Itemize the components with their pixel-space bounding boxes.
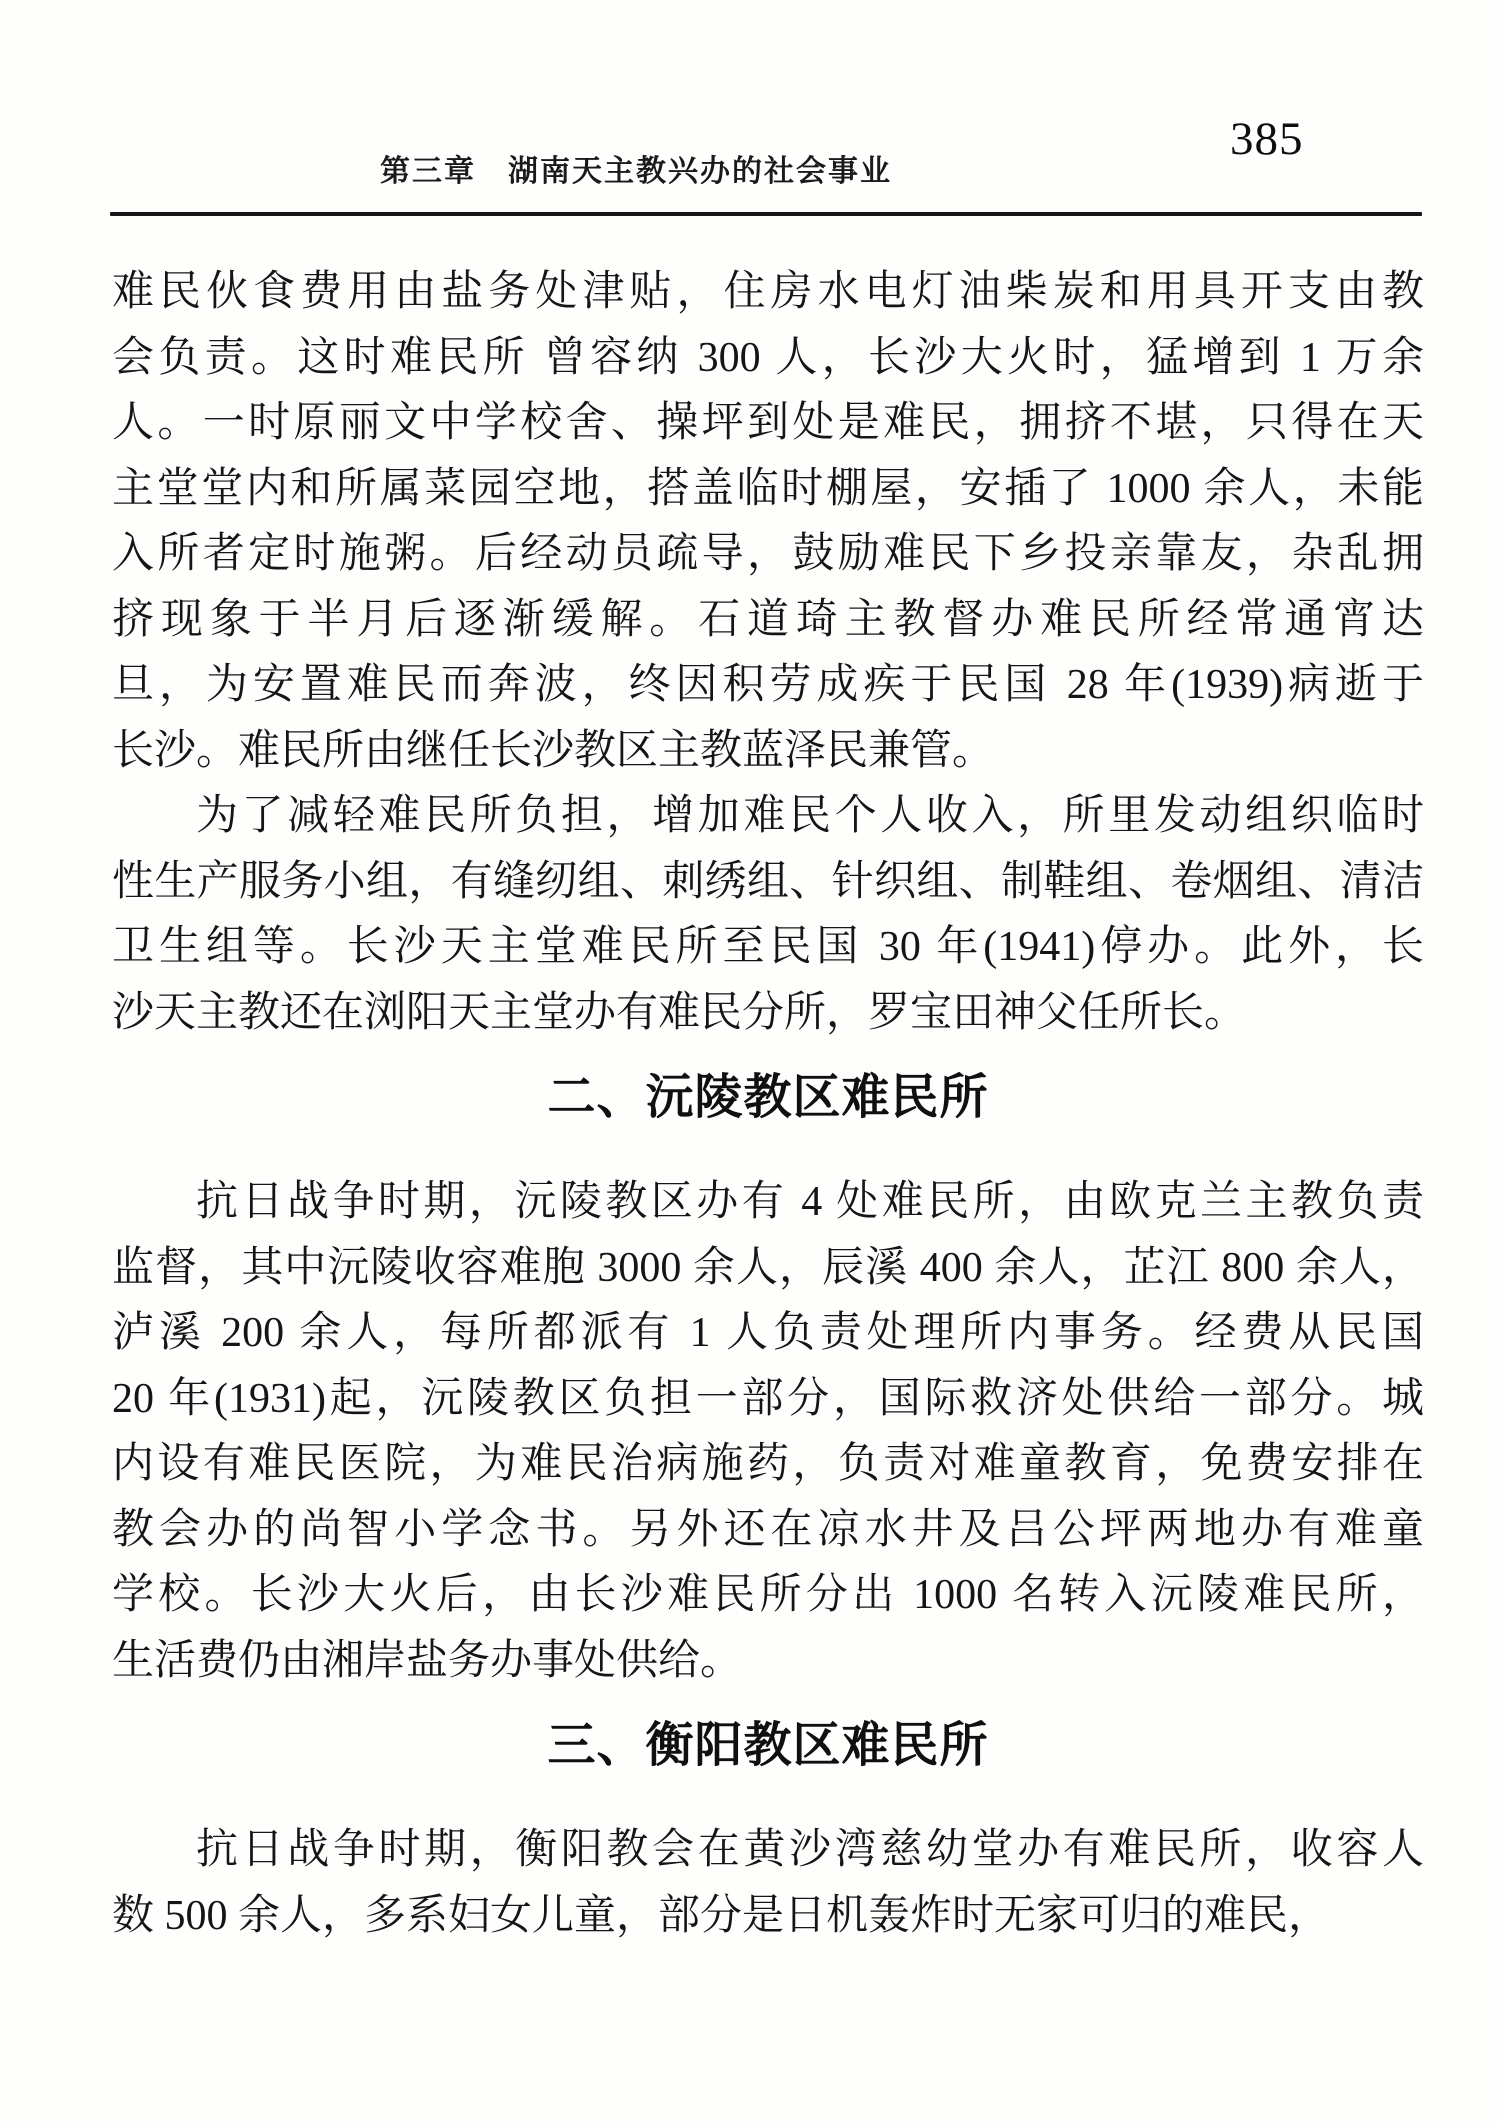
paragraph: [112, 1170, 1424, 1694]
text-line: 生活费仍由湘岸盐务办事处供给。: [112, 1637, 743, 1684]
text-line: 人。一时原丽文中学校舍、操坪到处是难民，拥挤不堪，只得在天: [112, 400, 1424, 446]
text-line: 20 年(1931)起，沅陵教区负担一部分，国际救济处供给一部分。城: [112, 1375, 1424, 1422]
text-line: 长沙。难民所由继任长沙教区主教蓝泽民兼管。: [112, 727, 995, 774]
text-line: 卫生组等。长沙天主堂难民所至民国 30 年(1941)停办。此外，长: [112, 924, 1424, 970]
section-heading: 三、衡阳教区难民所: [547, 1719, 989, 1772]
text-line: 内设有难民医院，为难民治病施药，负责对难童教育，免费安排在: [112, 1441, 1424, 1487]
paragraph: [112, 1818, 1424, 1949]
section-heading: 二、沅陵教区难民所: [547, 1071, 989, 1124]
page-body: [112, 260, 1424, 1949]
text-line: 泸溪 200 余人，每所都派有 1 人负责处理所内事务。经费从民国: [112, 1310, 1424, 1356]
header-rule: [110, 212, 1422, 216]
text-line: 为了减轻难民所负担，增加难民个人收入，所里发动组织临时: [196, 793, 1424, 839]
text-line: 抗日战争时期，沅陵教区办有 4 处难民所，由欧克兰主教负责: [196, 1179, 1424, 1225]
text-line: 沙天主教还在浏阳天主堂办有难民分所，罗宝田神父任所长。: [112, 989, 1247, 1036]
paragraph: [112, 260, 1424, 784]
page-number: 385: [1230, 113, 1304, 165]
paragraph: [112, 784, 1424, 1046]
text-line: 入所者定时施粥。后经动员疏导，鼓励难民下乡投亲靠友，杂乱拥: [112, 531, 1424, 577]
text-line: 主堂堂内和所属菜园空地，搭盖临时棚屋，安插了 1000 余人，未能: [112, 465, 1424, 512]
text-line: 会负责。这时难民所 曾容纳 300 人，长沙大火时，猛增到 1 万余: [112, 334, 1424, 381]
running-header-title: 第三章 湖南天主教兴办的社会事业: [380, 155, 892, 188]
text-line: 抗日战争时期，衡阳教会在黄沙湾慈幼堂办有难民所，收容人: [196, 1827, 1424, 1873]
text-line: 挤现象于半月后逐渐缓解。石道琦主教督办难民所经常通宵达: [112, 596, 1424, 643]
text-line: 难民伙食费用由盐务处津贴，住房水电灯油柴炭和用具开支由教: [112, 269, 1424, 315]
text-line: 监督，其中沅陵收容难胞 3000 余人，辰溪 400 余人，芷江 800 余人，: [112, 1244, 1424, 1291]
text-line: 学校。长沙大火后，由长沙难民所分出 1000 名转入沅陵难民所，: [112, 1572, 1424, 1618]
text-line: 旦，为安置难民而奔波，终因积劳成疾于民国 28 年(1939)病逝于: [112, 662, 1424, 708]
text-line: 性生产服务小组，有缝纫组、刺绣组、针织组、制鞋组、卷烟组、清洁: [112, 858, 1424, 905]
text-line: 数 500 余人，多系妇女儿童，部分是日机轰炸时无家可归的难民，: [112, 1892, 1331, 1939]
text-line: 教会办的尚智小学念书。另外还在凉水井及吕公坪两地办有难童: [112, 1506, 1424, 1553]
